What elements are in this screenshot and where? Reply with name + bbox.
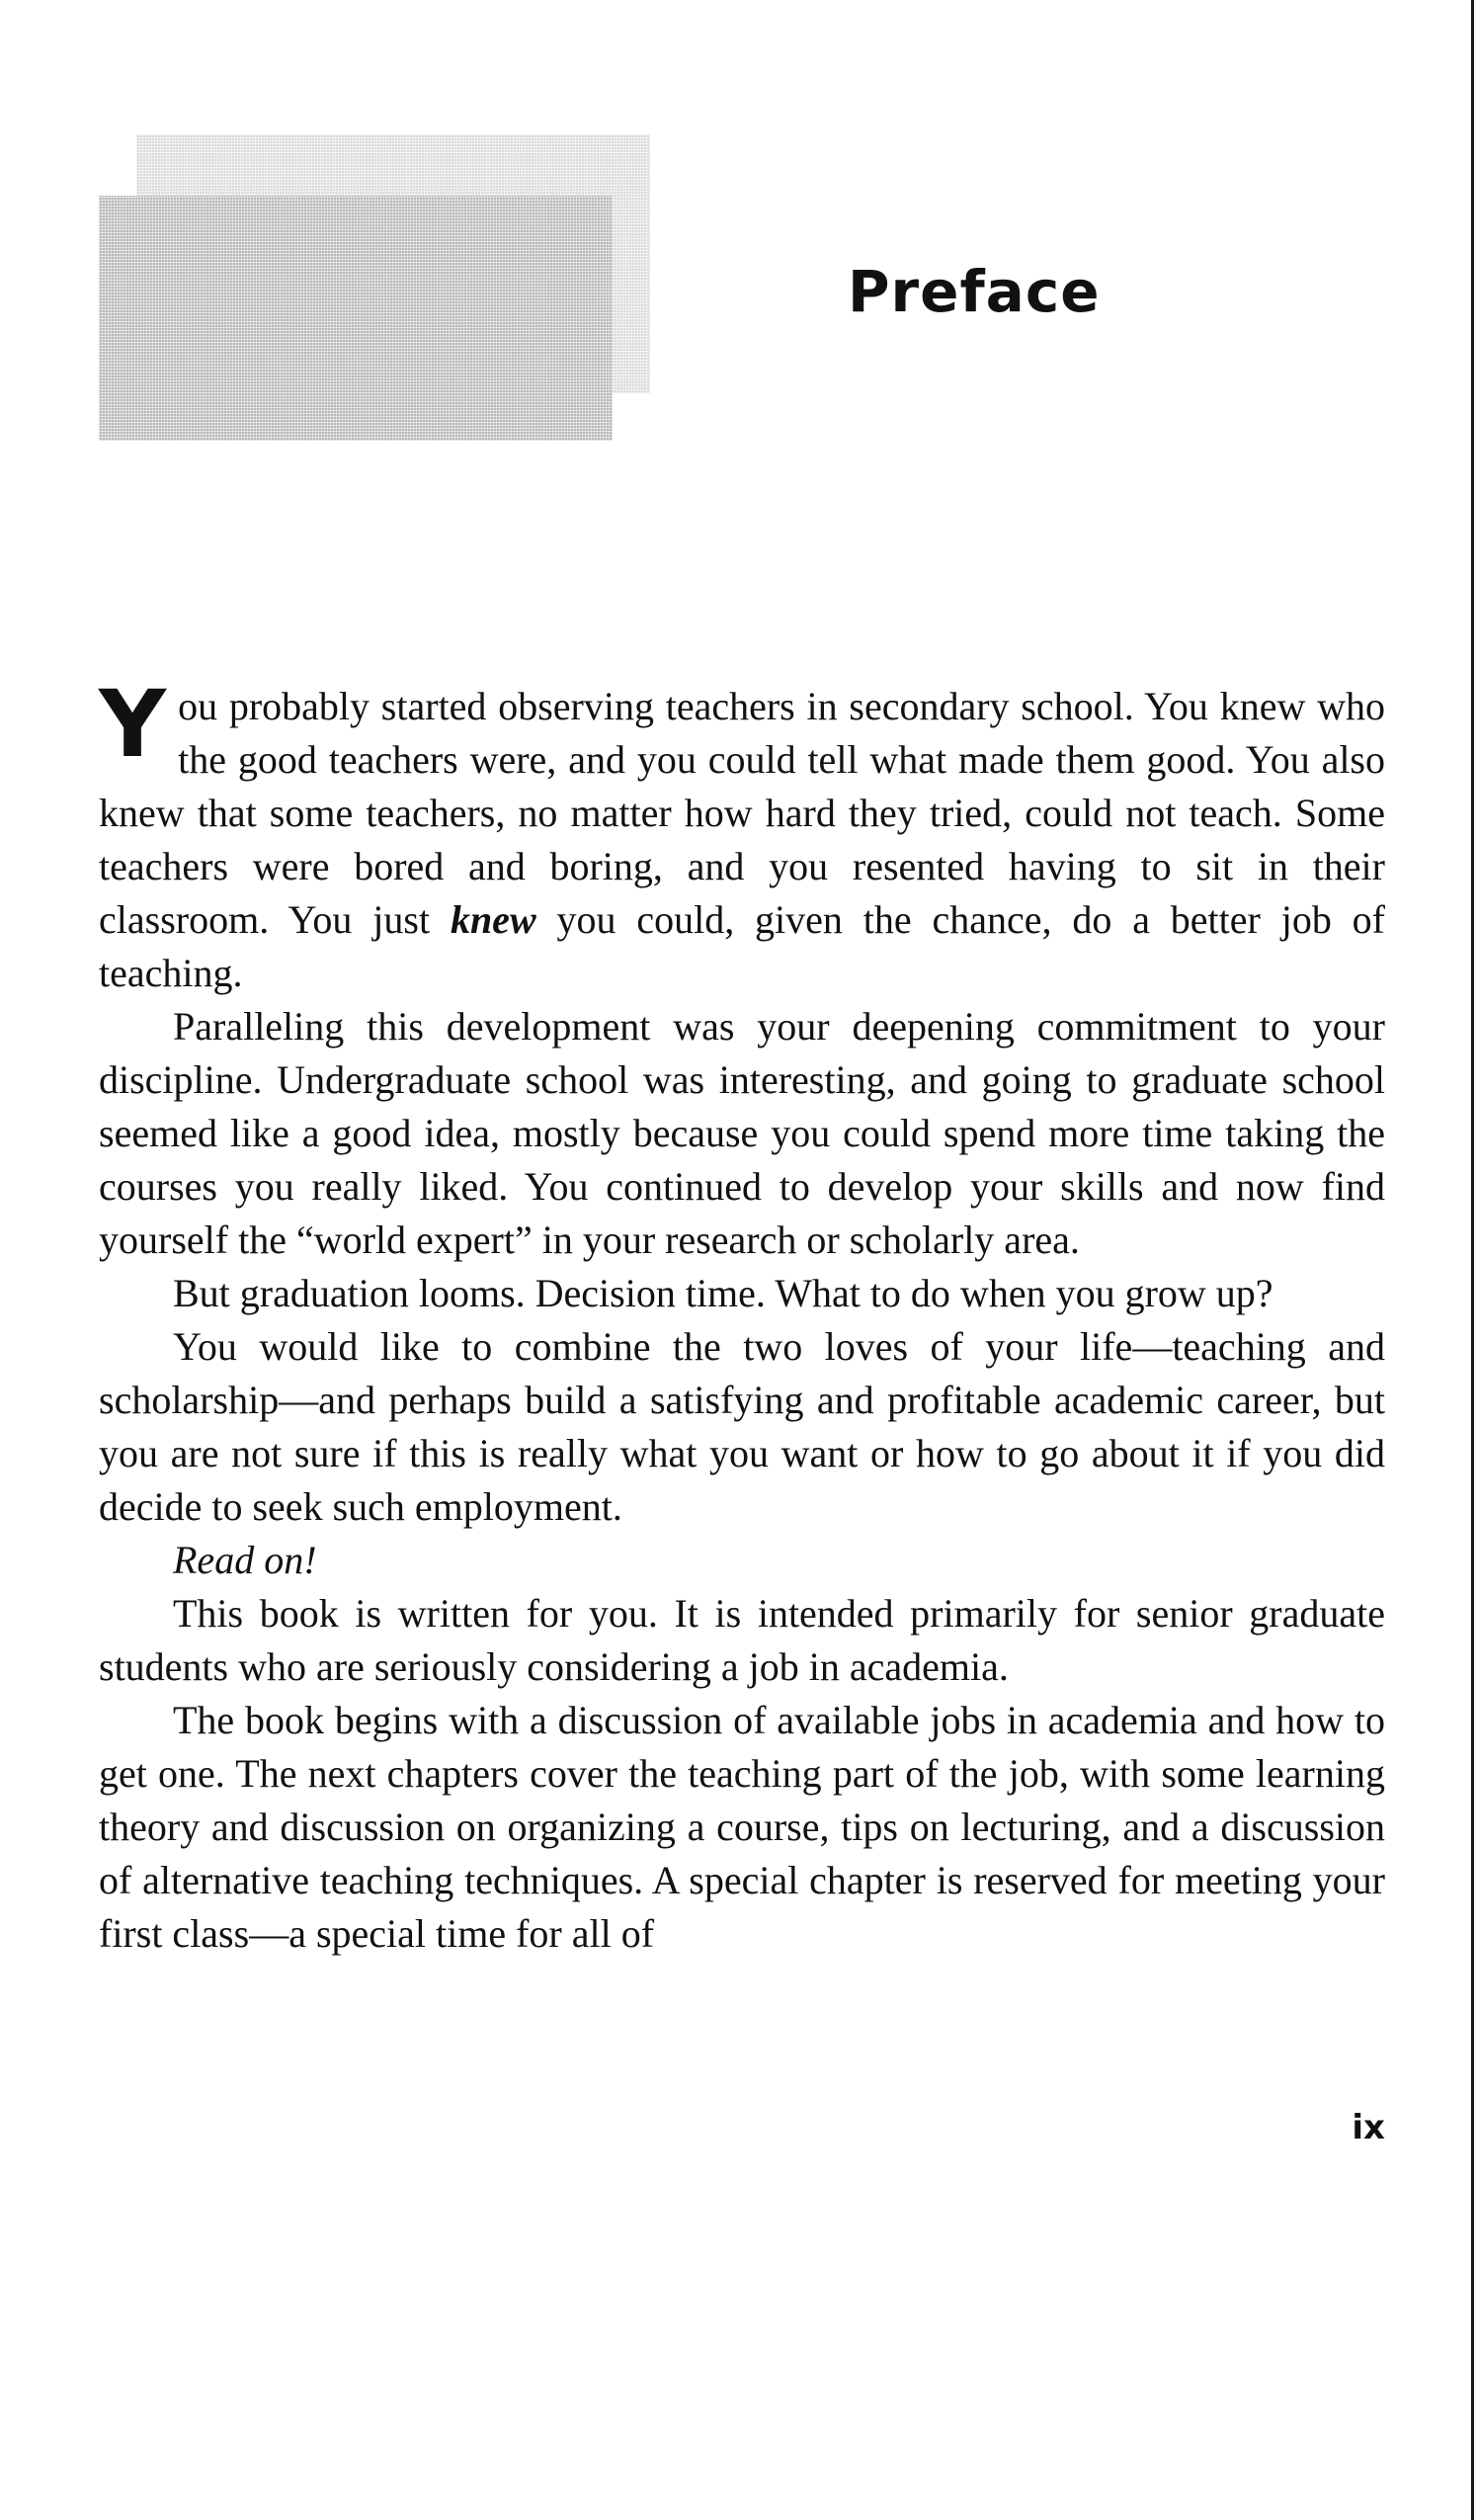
paragraph-5: Read on!	[173, 1538, 317, 1582]
body-text	[99, 671, 1385, 1961]
emphasis-knew: knew	[450, 897, 536, 942]
paragraph-3: But graduation looms. Decision time. What to do when you grow up?	[173, 1271, 1273, 1315]
paragraph-2: Paralleling this development was your deepening commitment to your discipline. Undergraduate school was interesting, and going to graduate school seemed like a good idea, mostly because you could spend more time taking the courses you really liked. You continued to develop your skills and now find yourself the “world expert” in your research or scholarly area.	[99, 1004, 1385, 1262]
paragraph-6: This book is written for you. It is intended primarily for senior graduate students who are seriously considering a job in academia.	[99, 1591, 1385, 1689]
paragraph-7: The book begins with a discussion of available jobs in academia and how to get one. The next chapters cover the teaching part of the job, with some learning theory and discussion on organizing a course, tips on lecturing, and a discussion of alternative teaching techniques. A special chapter is reserved for meeting your first class—a special time for all of	[99, 1698, 1385, 1956]
halftone-block-front	[99, 196, 613, 441]
paragraph-1	[99, 671, 1385, 1000]
paragraph-1-text-after: you could, given the chance, do a better job of teaching.	[99, 897, 1385, 995]
page-number: ix	[1352, 2108, 1385, 2147]
chapter-title: Preface	[848, 258, 1101, 325]
paragraph-1-text: ou probably started observing teachers in secondary school. You knew who the good teachers were, and you could tell what made them good. You also knew that some teachers, no matter how hard they tried, could not teach. Some teachers were bored and boring, and you resented having to sit in their classroom. You just	[99, 684, 1385, 942]
page-edge-rule	[1471, 0, 1474, 2520]
drop-cap: Y	[99, 671, 167, 779]
paragraph-4: You would like to combine the two loves of your life—teaching and scholarship—and perhaps build a satisfying and profitable academic career, but you are not sure if this is really what you want or how to go about it if you did decide to seek such employment.	[99, 1324, 1385, 1529]
